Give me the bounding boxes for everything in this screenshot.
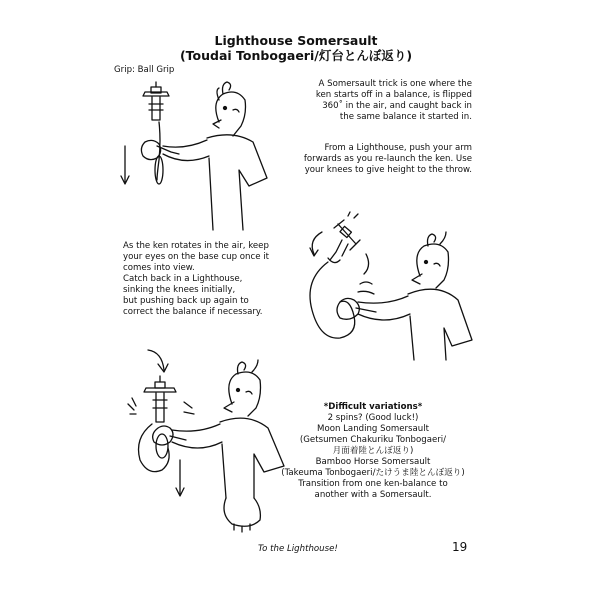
text-line: Catch back in a Lighthouse, xyxy=(123,274,243,284)
push-paragraph xyxy=(270,143,472,176)
text-line: forwards as you re-launch the ken. Use xyxy=(303,154,472,164)
text-line: Transition from one ken-balance to xyxy=(298,479,448,489)
text-line: another with a Somersault. xyxy=(314,490,432,500)
grip-label: Grip: Ball Grip xyxy=(114,65,175,75)
intro-paragraph xyxy=(270,79,472,123)
page-number: 19 xyxy=(452,540,468,554)
text-line: the same balance it started in. xyxy=(339,112,472,122)
text-line: 月面着陸とんぼ返り) xyxy=(332,446,414,456)
text-line: 360˚ in the air, and caught back in xyxy=(322,101,472,111)
page-subtitle: (Toudai Tonbogaeri/灯台とんぼ返り) xyxy=(179,48,413,63)
text-line: 2 spins? (Good luck!) xyxy=(327,413,419,423)
text-line: but pushing back up again to xyxy=(123,296,249,306)
text-line: your knees to give height to the throw. xyxy=(304,165,472,175)
text-line: Bamboo Horse Somersault xyxy=(315,457,431,467)
text-line: comes into view. xyxy=(123,263,195,273)
text-line: your eyes on the base cup once it xyxy=(123,252,269,262)
variations-heading: *Difficult variations* xyxy=(323,402,423,412)
kendama-figure-2-icon xyxy=(300,210,480,360)
text-line: (Getsumen Chakuriku Tonbogaeri/ xyxy=(299,435,447,445)
variations-box xyxy=(270,402,476,501)
text-line: As the ken rotates in the air, keep xyxy=(123,241,269,251)
rotate-paragraph xyxy=(123,241,298,318)
text-line: correct the balance if necessary. xyxy=(123,307,263,317)
text-line: ken starts off in a balance, is flipped xyxy=(315,90,472,100)
text-line: From a Lighthouse, push your arm xyxy=(324,143,472,153)
text-line: sinking the knees initially, xyxy=(123,285,236,295)
text-line: Moon Landing Somersault xyxy=(317,424,429,434)
text-line: (Takeuma Tonbogaeri/たけうま陸とんぼ返り) xyxy=(281,468,465,478)
kendama-figure-3-icon xyxy=(122,348,297,533)
kendama-figure-1-icon xyxy=(115,80,280,230)
text-line: A Somersault trick is one where the xyxy=(318,79,472,89)
page-title: Lighthouse Somersault xyxy=(214,33,378,48)
footer-caption: To the Lighthouse! xyxy=(258,544,338,554)
